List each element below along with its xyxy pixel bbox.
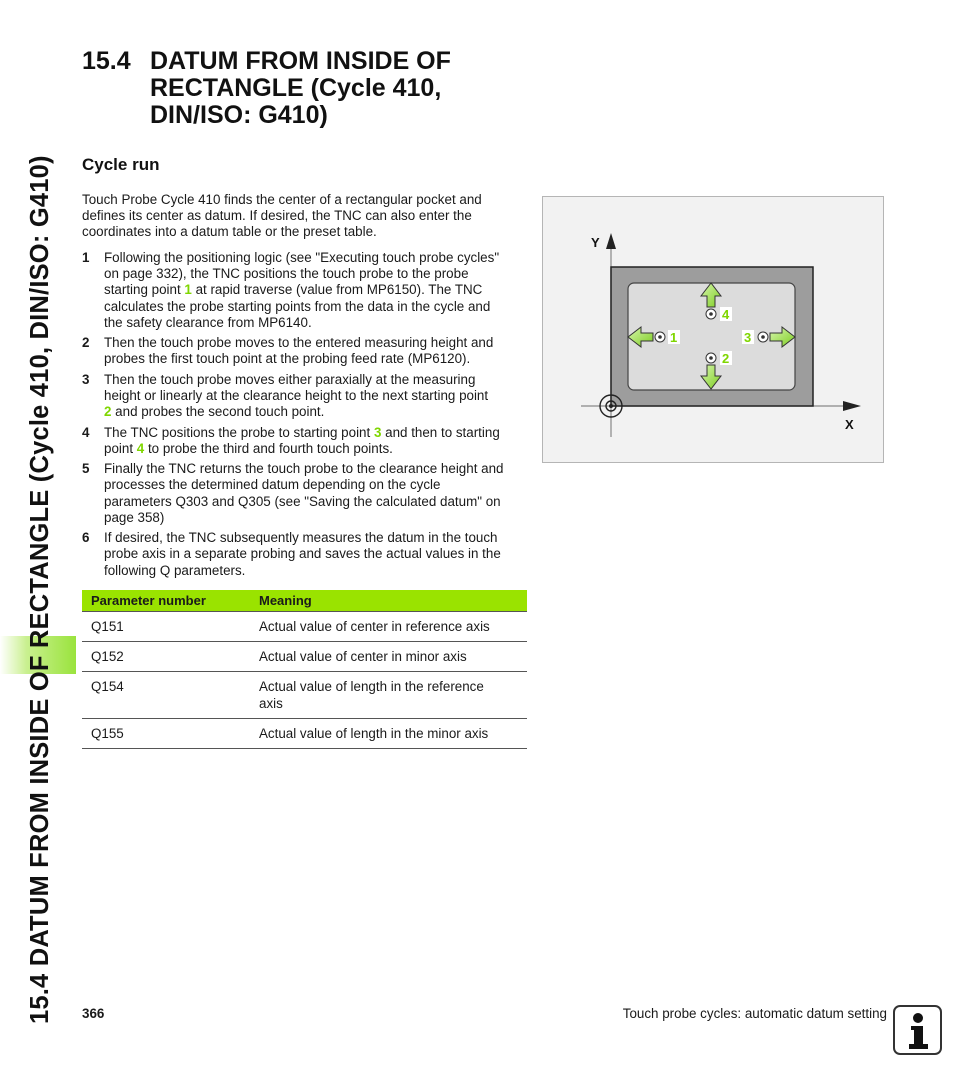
steps-list (82, 250, 527, 583)
step-text: and then to starting (381, 424, 500, 440)
step-line (104, 299, 527, 315)
step-point-ref: 4 (136, 440, 145, 456)
subheading: Cycle run (82, 155, 160, 174)
probe-point-1 (655, 332, 665, 342)
step-point-ref: 2 (104, 404, 112, 420)
table-cell-parameter: Q151 (82, 612, 250, 642)
intro-line: coordinates into a datum table or the preset table. (82, 224, 377, 240)
footer-chapter-title: Touch probe cycles: automatic datum setting (622, 1006, 887, 1021)
step-item (82, 372, 527, 421)
section-title-line: RECTANGLE (Cycle 410, (150, 74, 442, 102)
probe-point-3 (758, 332, 768, 342)
step-item (82, 425, 527, 457)
step-line (104, 250, 527, 266)
step-text: Following the positioning logic (see "Executing touch probe cycles" (104, 250, 500, 265)
step-number: 2 (82, 335, 90, 351)
step-text: Then the touch probe moves either paraxially at the measuring (104, 371, 476, 387)
step-line (104, 477, 527, 493)
section-number: 15.4 (82, 47, 131, 75)
table-row (82, 672, 527, 718)
step-number: 1 (82, 250, 90, 265)
step-text: The TNC positions the probe to starting point (104, 424, 374, 440)
table-cell-text: Q154 (91, 679, 124, 695)
probe-point-4 (706, 309, 716, 319)
step-text: Finally the TNC returns the touch probe to the clearance height and (104, 461, 504, 477)
step-text: at rapid traverse (value from MP6150). The TNC (191, 282, 483, 298)
table-cell-meaning: Actual value of center in reference axis (250, 612, 527, 642)
table-cell-meaning (250, 672, 527, 718)
step-line (104, 510, 527, 526)
step-text: parameters Q303 and Q305 (see "Saving the calculated datum" on (104, 493, 501, 509)
step-line (104, 315, 527, 331)
probe-point-center (709, 312, 713, 316)
point-label-3: 3 (744, 330, 752, 345)
step-text: the safety clearance from MP6140. (104, 314, 312, 330)
table-header-parameter: Parameter number (82, 590, 250, 612)
table-cell-meaning: Actual value of center in minor axis (250, 642, 527, 672)
table-cell-text: Actual value of length in the reference axis (259, 679, 484, 711)
table-header-row (82, 590, 527, 612)
datum-center-dot (609, 404, 613, 408)
probe-point-2 (706, 353, 716, 363)
step-line (104, 282, 527, 298)
table-cell-parameter (82, 672, 250, 718)
y-axis-arrow-icon (606, 233, 616, 249)
table-row (82, 718, 527, 748)
probe-point-center (761, 335, 765, 339)
info-glyph-icon (895, 1007, 940, 1053)
step-line (104, 404, 527, 420)
step-line (104, 441, 527, 457)
step-line (104, 388, 527, 404)
step-text: probes the first touch point at the probing feed rate (MP6120). (104, 351, 471, 367)
step-item (82, 250, 527, 331)
table-cell-parameter: Q152 (82, 642, 250, 672)
step-line (104, 266, 527, 282)
step-text: page 358) (104, 509, 165, 525)
step-number: 5 (82, 461, 90, 477)
step-line (104, 372, 527, 388)
table-row (82, 642, 527, 672)
step-line (104, 461, 527, 477)
parameters-table (82, 590, 527, 749)
rectangle-probing-figure (542, 196, 884, 463)
table-header-meaning: Meaning (250, 590, 527, 612)
step-text: to probe the third and fourth touch points. (144, 440, 393, 456)
step-text: on page 332), the TNC positions the touch probe to the probe (104, 266, 469, 282)
step-number: 3 (82, 371, 90, 387)
step-line (104, 335, 527, 351)
step-text: and probes the second touch point. (111, 404, 325, 420)
intro-line: Touch Probe Cycle 410 finds the center of a rectangular pocket and (82, 192, 482, 207)
step-line (104, 546, 527, 562)
point-label-2: 2 (722, 351, 730, 366)
x-axis-label: X (845, 417, 854, 432)
step-point-ref: 1 (184, 282, 192, 298)
section-title-line: DIN/ISO: G410) (150, 101, 328, 129)
intro-line: defines its center as datum. If desired, the TNC can also enter the (82, 208, 472, 224)
step-text: following Q parameters. (104, 562, 246, 578)
step-point-ref: 3 (373, 424, 382, 440)
step-line (104, 563, 527, 579)
step-text: calculates the probe starting points from the data in the cycle and (104, 298, 491, 314)
probe-point-center (709, 356, 713, 360)
table-cell-meaning: Actual value of length in the minor axis (250, 718, 527, 748)
info-icon (893, 1005, 942, 1055)
step-item (82, 461, 527, 526)
step-line (104, 425, 527, 441)
step-item (82, 530, 527, 579)
step-text: starting point (104, 282, 185, 298)
step-line (104, 530, 527, 546)
page-number: 366 (82, 1006, 105, 1021)
step-text: Then the touch probe moves to the entered measuring height and (104, 335, 494, 351)
step-text: If desired, the TNC subsequently measures the datum in the touch (104, 530, 498, 546)
point-label-1: 1 (670, 330, 678, 345)
step-text: processes the determined datum depending on the cycle (104, 477, 441, 493)
step-item (82, 335, 527, 367)
section-title (150, 48, 570, 129)
point-label-4: 4 (722, 307, 730, 322)
step-number: 4 (82, 424, 90, 440)
step-number: 6 (82, 530, 90, 546)
probe-point-center (658, 335, 662, 339)
x-axis-arrow-icon (843, 401, 861, 411)
table-cell-parameter: Q155 (82, 718, 250, 748)
intro-paragraph (82, 192, 522, 241)
step-text: point (104, 440, 137, 456)
step-text: height or linearly at the clearance height to the next starting point (104, 388, 489, 403)
step-text: probe axis in a separate probing and saves the actual values in the (104, 546, 501, 562)
figure-svg (543, 197, 883, 462)
y-axis-label: Y (591, 235, 600, 250)
side-section-title: 15.4 DATUM FROM INSIDE OF RECTANGLE (Cycle 410, DIN/ISO: G410) (26, 155, 54, 1024)
table-row (82, 612, 527, 642)
step-line (104, 494, 527, 510)
step-line (104, 351, 527, 367)
section-title-line: DATUM FROM INSIDE OF (150, 47, 451, 75)
